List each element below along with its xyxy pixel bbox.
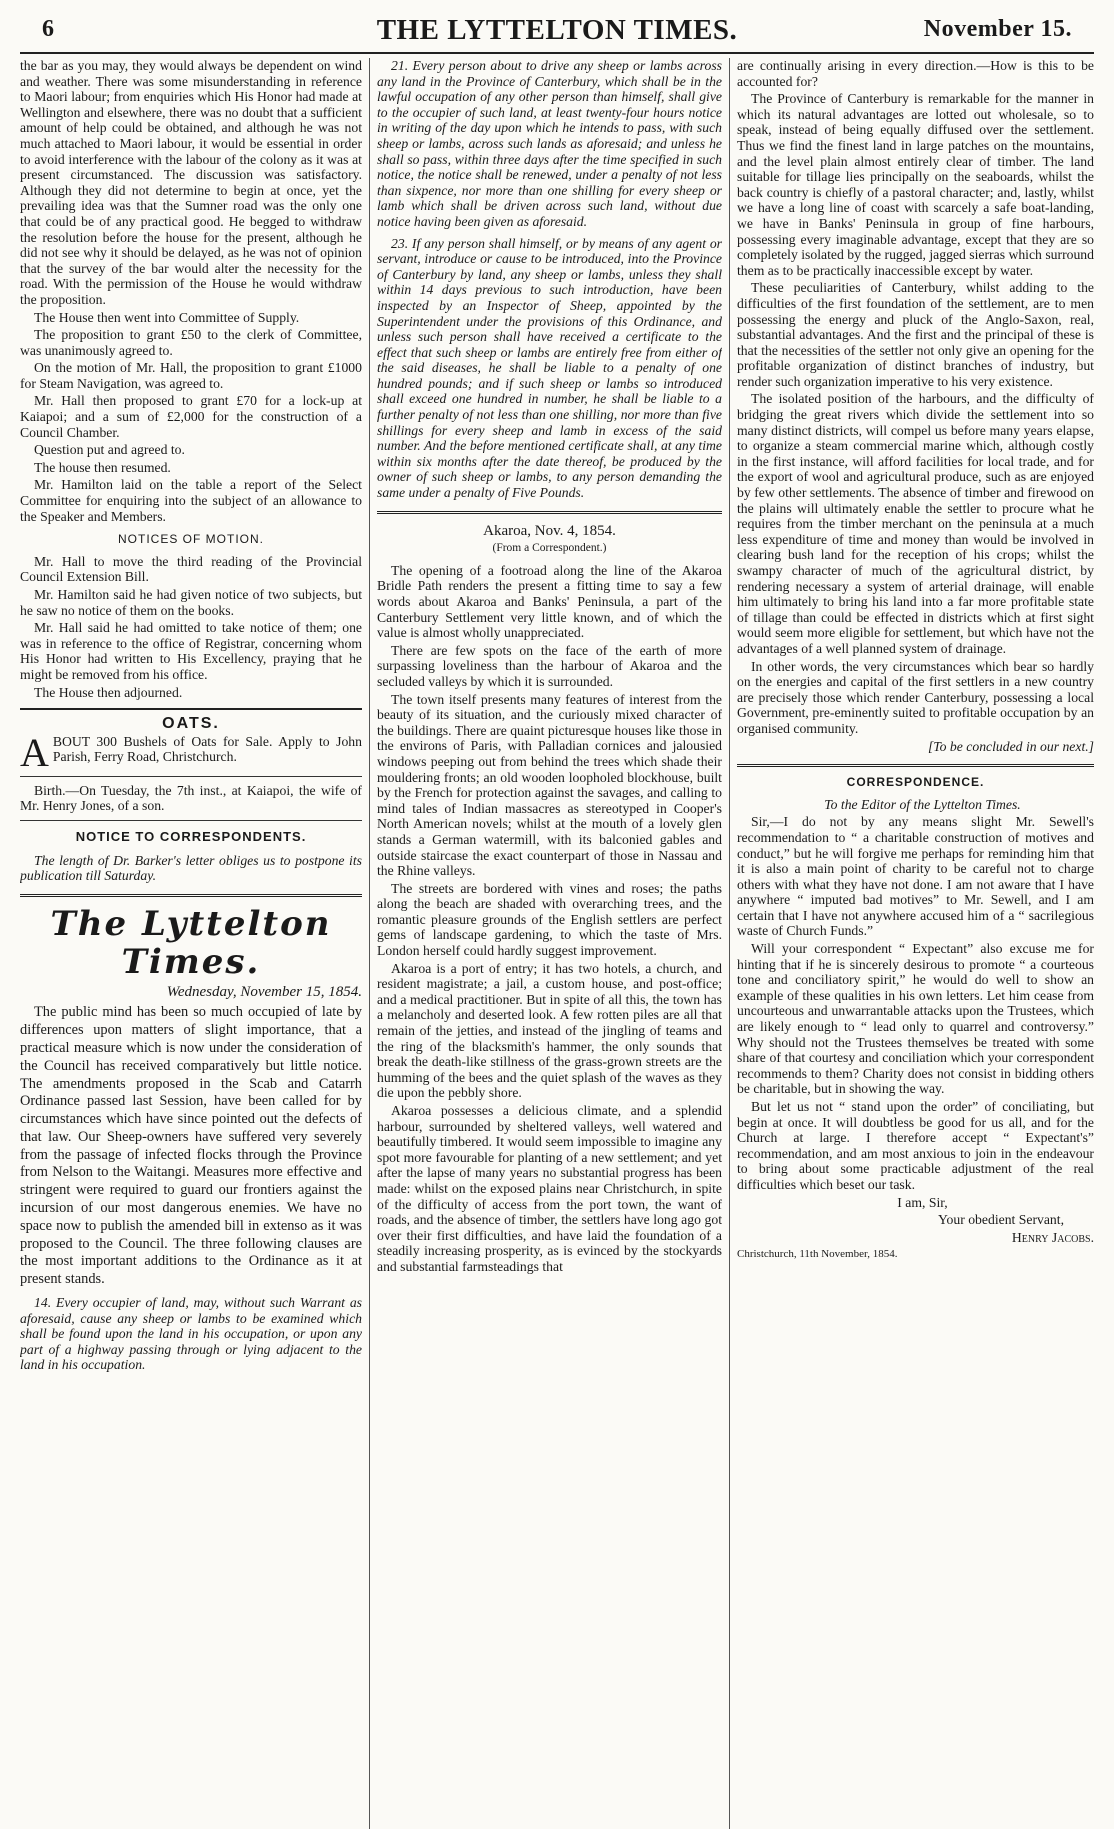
akaroa-continued: The Province of Canterbury is remarkable for the manner in which its natural advantages are lotted out wholesale, so to speak, instead of being equally diffused over the settlement. Thus we find the finest land in large patches on the mountains, and the level plain almost entirely clear of timber. The land suitable for tillage lies principally on the seaboards, whilst the back country is chiefly of a pastoral character; and, lastly, whilst we have a long line of coast with scarcely a safe boat-landing, we have in Banks' Peninsula in group of fine harbours, possessing every imaginable advantage, except that they are so completely isolated by the rugged, jagged sierras which surround them as to be practically inaccessible except by water. — [737, 91, 1094, 278]
article-source: (From a Correspondent.) — [492, 542, 607, 555]
paper-nameplate: The Lyttelton Times. — [50, 903, 332, 982]
akaroa-continued: These peculiarities of Canterbury, whilst adding to the difficulties of the first foundation of the settlement, are to men possessing the energy and pluck of the Anglo-Saxon, real, substantial advantages. And the first and the principal of these is that the necessities of the settler not only give an opening for the profitable organization of distinct branches of industry, but render such organization imperative to his very existence. — [737, 280, 1094, 389]
akaroa-paragraph: The streets are bordered with vines and roses; the paths along the beach are shaded with overarching trees, and the romantic pleasure grounds of the English settlers are perfect gems of landscape gardening, to which the taste of Mrs. London herself could hardly suggest improvement. — [377, 880, 722, 959]
notices-of-motion-heading: NOTICES OF MOTION. — [118, 532, 264, 547]
letter-paragraph: Sir,—I do not by any means slight Mr. Sewell's recommendation to “ a charitable construction of motives and conduct,” but he will forgive me perhaps for reminding him that it is also a main point of charity to be careful not to charge others with what they have not done. I am not aware that I have anywhere “ imputed bad motives” to Mr. Sewell, and I am certain that I have not anywhere accused him of a “ sacrilegious waste of Church Funds.” — [737, 814, 1094, 939]
to-be-concluded: [To be concluded in our next.] — [927, 738, 1094, 754]
letter-paragraph: Will your correspondent “ Expectant” also excuse me for hinting that if he is sincerely desirous to promote “ a courteous tone and conciliatory spirit,” he would do well to show an example of these qualities in his own letters. Let him cease from uncourteous and unwarrantable attacks upon the Trustees, which are likely enough to “ lead only to quarrel and controversy.” Why should not the Trustees themselves be treated with some share of that courtesy and conciliation which your correspondent recommends to them? Charity does not consist in bidding others be charitable, but in showing the way. — [737, 941, 1094, 1097]
oats-ad — [20, 734, 362, 770]
notice-to-correspondents-heading: NOTICE TO CORRESPONDENTS. — [75, 828, 307, 844]
akaroa-continued: are continually arising in every direction.—How is this to be accounted for? — [737, 58, 1094, 89]
letter-salutation: To the Editor of the Lyttelton Times. — [824, 796, 1021, 812]
akaroa-paragraph: The opening of a footroad along the line of the Akaroa Bridle Path renders the present a fitting time to say a few words about Akaroa and Banks' Peninsula, a part of the Canterbury Settlement very little known, and of which the value is almost wholly unappreciated. — [377, 562, 722, 641]
column-2 — [377, 58, 722, 1829]
editorial-text: The public mind has been so much occupied of late by differences upon matters of slight importance, that a practical measure which is now under the consideration of the Council has received comparatively but little notice. The amendments proposed in the Scab and Catarrh Ordinance passed last Session, have been called for by circumstances which have since pointed out the defects of that law. Our Sheep-owners have suffered very severely from the passage of infected flocks through the Province from Nelson to the Waitangi. Measures more effective and stringent were required to guard our frontiers against the incursion of our most dangerous enemies. We have no space now to publish the amended bill in extenso as it was proposed to the Council. The three following clauses are the most important additions to the Ordinance as it at present stands. — [20, 1004, 362, 1288]
section-rule — [20, 708, 362, 710]
letter-place-date: Christchurch, 11th November, 1854. — [737, 1248, 898, 1261]
section-rule — [20, 820, 362, 821]
notice-paragraph: The House then adjourned. — [34, 684, 183, 700]
council-paragraph: On the motion of Mr. Hall, the proposition to grant £1000 for Steam Navigation, was agreed to. — [20, 360, 362, 391]
section-rule — [737, 764, 1094, 767]
drop-cap: A — [20, 733, 49, 770]
correspondence-heading: CORRESPONDENCE. — [846, 775, 985, 790]
section-rule — [20, 776, 362, 777]
letter-closing: Your obedient Servant, — [938, 1212, 1064, 1228]
akaroa-paragraph: Akaroa is a port of entry; it has two hotels, a church, and resident magistrate; a jail, a custom house, and post-office; and a medical practitioner. But in spite of all this, the town has a melancholy and deserted look. A few rotten piles are all that remain of the jetties, and instead of the jingling of teams and the ring of the blacksmith's hammer, the only sounds that break the death-like stillness of the grass-grown streets are the humming of the bees and the quiet splash of the waves as they die upon the pebbly shore. — [377, 960, 722, 1101]
akaroa-paragraph: Akaroa possesses a delicious climate, and a splendid harbour, surrounded by sheltered valleys, well watered and beautifully timbered. It would seem impossible to imagine any spot more favourable for planting of a new settlement; and yet after the lapse of many years no substantial progress has been made: whilst on the exposed plains near Christchurch, in spite of the difficulty of access from the port town, the want of roads, and the absence of timber, the settlers have long ago got over their first difficulties, and have laid the foundation of a steadily increasing prosperity, as is evinced by the stockyards and substantial farmsteadings that — [377, 1103, 722, 1274]
council-paragraph: The house then resumed. — [34, 459, 171, 475]
notice-paragraph: Mr. Hamilton said he had given notice of two subjects, but he saw no notice of them on the books. — [20, 587, 362, 618]
council-paragraph: The proposition to grant £50 to the clerk of Committee, was unanimously agreed to. — [20, 327, 362, 358]
akaroa-paragraph: The town itself presents many features of interest from the beauty of its situation, and the curiously mixed character of the buildings. There are quaint picturesque houses like those in the environs of Paris, with Palladian cornices and jalousied windows peeping out from behind the trees which shade their mouldering fronts; an old wooden loopholed blockhouse, built by the French for protection against the savages, and calling to mind tales of Indian massacres as stereotyped in Cooper's North American novels; whilst at the mouth of a lovely glen stands a German watermill, with its balconied gables and outside staircase the exact counterpart of those in Nassau and the Rhine valleys. — [377, 691, 722, 879]
notice-paragraph: Mr. Hall to move the third reading of the Provincial Council Extension Bill. — [20, 553, 362, 585]
page-number: 6 — [42, 16, 54, 42]
column-divider — [729, 58, 730, 1829]
notice-to-correspondents-text: The length of Dr. Barker's letter obliges us to postpone its publication till Saturday. — [20, 852, 362, 884]
birth-notice: Birth.—On Tuesday, the 7th inst., at Kaiapoi, the wife of Mr. Henry Jones, of a son. — [20, 782, 362, 814]
council-paragraph: the bar as you may, they would always be dependent on wind and weather. There was some misunderstanding in reference to Maori labour; from enquiries which His Honor had made at Wellington and elsewhere, there was no doubt that a sufficient amount of help could be obtained, and although he was not much attached to Maori labour, it would be essential in order to avoid interference with the labour of the colony as it was at present circumstanced. The discussion was satisfactory. Although they did not determine to begin at once, yet the prevailing idea was that the Sumner road was the only one that could be of any practical good. He begged to withdraw the resolution before the house for the present, although he did not see why it should be delayed, as he was not of opinion that the survey of the bar would alter the necessity for the road. With the permission of the House he would withdraw the proposition. — [20, 58, 362, 307]
columns — [20, 58, 1094, 1829]
letter-paragraph: But let us not “ stand upon the order” of conciliating, but begin at once. It will doubtless be good for us all, and for the Church at large. I therefore accept “ Expectant's” recommendation, and am most anxious to join in the endeavour to bring about some practicable adjustment of the real difficulties which beset our task. — [737, 1099, 1094, 1192]
article-location: Akaroa, Nov. 4, 1854. — [483, 522, 616, 539]
clause-21: 21. Every person about to drive any sheep or lambs across any land in the Province of Canterbury, which shall be in the lawful occupation of any other person than himself, shall give to the occupier of such land, at least twenty-four hours notice in writing of the day upon which he intends to pass, with such sheep or lambs, across such lands as aforesaid; and unless he shall so pass, within three days after the time specified in such notice, the notice shall be renewed, under a penalty of not less than sixpence, nor more than one shilling for every sheep or lamb which shall be driven across such land, without due notice having been given as aforesaid. — [377, 58, 722, 229]
notice-paragraph: Mr. Hall said he had omitted to take notice of them; one was in reference to the office of Registrar, concerning whom His Honor had written to His Excellency, praying that he might be removed from his office. — [20, 620, 362, 682]
oats-ad-text: BOUT 300 Bushels of Oats for Sale. Apply to John Parish, Ferry Road, Christchurch. — [52, 733, 362, 765]
council-paragraph: Mr. Hall then proposed to grant £70 for a lock-up at Kaiapoi; and a sum of £2,000 for the construction of a Council Chamber. — [20, 393, 362, 440]
masthead — [20, 12, 1094, 54]
section-rule — [20, 894, 362, 897]
column-1 — [20, 58, 362, 1829]
clause-14: 14. Every occupier of land, may, without such Warrant as aforesaid, cause any sheep or lambs to be examined which shall be found upon the land in his occupation, or upon any part of a highway passing through or lying adjacent to the land in his occupation. — [20, 1295, 362, 1373]
akaroa-paragraph: There are few spots on the face of the earth of more surpassing loveliness than the harbour of Akaroa and the secluded valleys by which it is surrounded. — [377, 642, 722, 689]
newspaper-title: THE LYTTELTON TIMES. — [376, 14, 738, 46]
section-rule — [377, 511, 722, 514]
letter-closing: I am, Sir, — [897, 1194, 948, 1210]
oats-ad-title: OATS. — [162, 715, 220, 733]
column-divider — [369, 58, 370, 1829]
akaroa-continued: In other words, the very circumstances which bear so hardly on the energies and capital of the first settlers in a new country are precisely those which render Canterbury, possessing a local Government, pre-eminently suited to profitable occupation by an organised community. — [737, 658, 1094, 736]
editorial-dateline: Wednesday, November 15, 1854. — [166, 983, 362, 1000]
clause-23: 23. If any person shall himself, or by means of any agent or servant, introduce or cause to be introduced, into the Province of Canterbury by land, any sheep or lambs, unless they shall within 14 days previous to such introduction, have been inspected by an Inspector of Sheep, appointed by the Superintendent under the provisions of this Ordinance, and unless such person shall have received a certificate to the effect that such sheep or lambs are entirely free from either of the said diseases, he shall be liable to a penalty of one hundred pounds; and if such sheep or lambs so introduced shall exceed one hundred in number, he shall be liable to a further penalty of not less than one shilling, nor more than five shillings for every sheep and lamb in excess of the said number. And the before mentioned certificate shall, at any time within six months after the date thereof, be produced by the owner of such sheep or lambs, to any person demanding the same under a penalty of Five Pounds. — [377, 235, 722, 501]
council-paragraph: The House then went into Committee of Supply. — [34, 309, 300, 325]
akaroa-continued: The isolated position of the harbours, and the difficulty of bridging the great rivers which divide the settlement into so many distinct districts, will compel us before many years elapse, to organize a steam commercial marine which, although costly in the first instance, will afford facilities for local trade, and for the export of wool and agricultural produce, such as are enjoyed by few other settlements. The absence of timber and firewood on the plains will ultimately enable the settler to procure what he requires from the timber merchant on the peninsula at a much less expenditure of time and money than would be involved in clearing bush land for the reception of his crops; whilst the swampy character of much of the agricultural district, by rendering necessary a system of arterial drainage, will enable him ultimately to bring his land into a far more profitable state of tillage than could be effected in districts which at first sight would seem more eligible for settlement, but which have not the advantages of a well planned system of drainage. — [737, 391, 1094, 656]
letter-signature: Henry Jacobs. — [1011, 1229, 1094, 1245]
issue-date: November 15. — [923, 16, 1072, 42]
council-paragraph: Question put and agreed to. — [34, 442, 185, 458]
column-3 — [737, 58, 1094, 1829]
council-paragraph: Mr. Hamilton laid on the table a report of the Select Committee for enquiring into the subject of an allowance to the Speaker and Members. — [20, 477, 362, 524]
